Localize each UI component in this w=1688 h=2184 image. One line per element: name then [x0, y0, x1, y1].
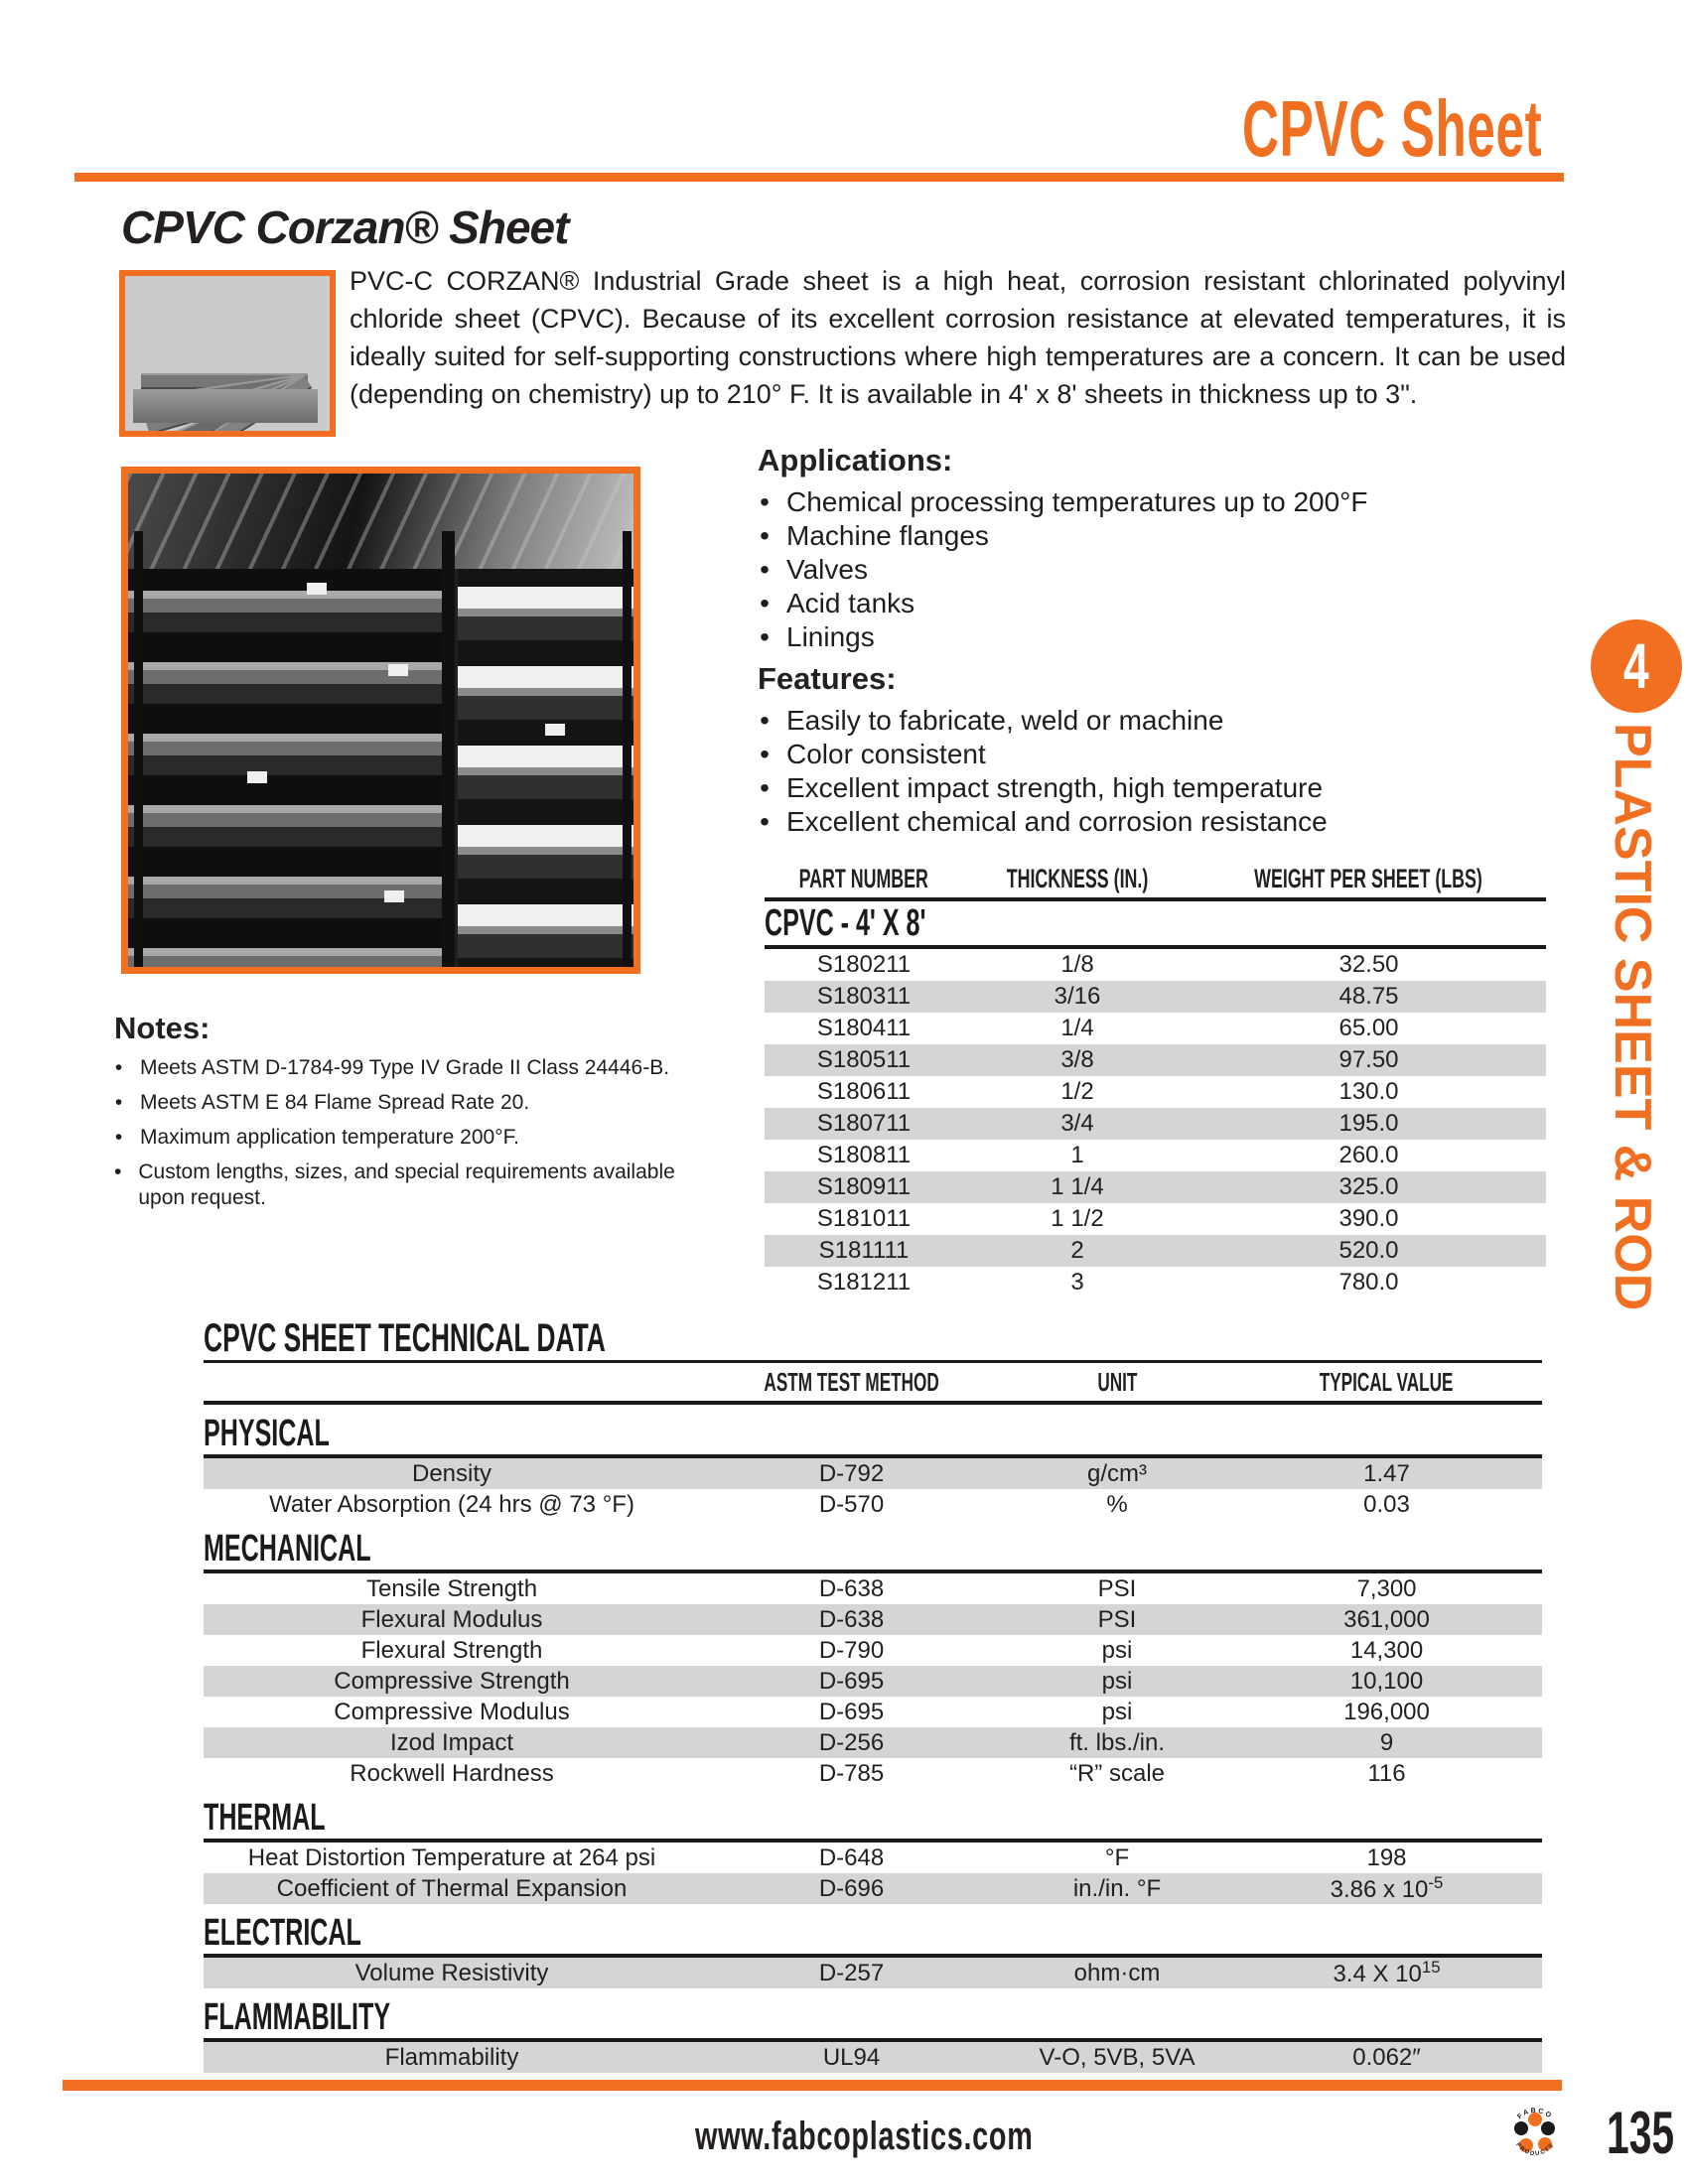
bullet-item	[758, 620, 1532, 654]
fabco-logo-svg	[1505, 2104, 1565, 2163]
tech-section-title: PHYSICAL	[204, 1412, 330, 1454]
typical-value-cell: 3.4 X $10^{15}$	[1333, 1958, 1441, 1987]
tech-section-title: THERMAL	[204, 1796, 326, 1839]
tech-table-row	[204, 1604, 1542, 1635]
page-number: 135	[1607, 2100, 1675, 2166]
part-number-cell: S180911	[816, 1173, 912, 1200]
typical-value-cell: 198	[1366, 1843, 1407, 1871]
column-header-astm: ASTM TEST METHOD	[764, 1366, 939, 1397]
unit-cell: psi	[1101, 1636, 1133, 1664]
thickness-cell: 1/2	[1060, 1078, 1094, 1105]
bullet-icon: •	[760, 739, 770, 769]
parts-table-row	[765, 1076, 1546, 1108]
svg-text:PRODUCTS	[1514, 2142, 1556, 2157]
astm-method-cell: D-785	[818, 1759, 885, 1787]
tech-table-row	[204, 1758, 1542, 1789]
bullet-icon: •	[114, 1056, 123, 1079]
parts-table-row	[765, 981, 1546, 1013]
bullet-text: Easily to fabricate, weld or machine	[786, 705, 1224, 736]
property-cell: Izod Impact	[389, 1728, 514, 1756]
astm-method-cell: D-570	[818, 1490, 885, 1518]
tech-table-row	[204, 1958, 1542, 1988]
column-header-typical-value: TYPICAL VALUE	[1320, 1366, 1454, 1397]
bullet-text: Linings	[786, 621, 875, 652]
typical-value-cell: 7,300	[1356, 1574, 1417, 1602]
thickness-cell: 1/8	[1060, 951, 1094, 978]
shelf-rack-graphic	[128, 561, 444, 967]
typical-value-cell: 361,000	[1343, 1605, 1430, 1633]
notes-list	[114, 1055, 675, 1211]
unit-cell: in./in. °F	[1072, 1874, 1162, 1902]
thickness-cell: 1	[1070, 1142, 1084, 1168]
weight-cell: 520.0	[1338, 1237, 1399, 1264]
bullet-text: Meets ASTM D-1784-99 Type IV Grade II Class 24446-B.	[140, 1056, 670, 1079]
astm-method-cell: D-257	[818, 1959, 885, 1986]
bullet-text: Excellent chemical and corrosion resistance	[786, 806, 1328, 837]
part-number-cell: S181111	[818, 1237, 910, 1264]
parts-table-row	[765, 1013, 1546, 1044]
astm-method-cell: D-695	[818, 1667, 885, 1695]
property-cell: Rockwell Hardness	[350, 1759, 554, 1787]
tech-table-row	[204, 1843, 1542, 1873]
weight-cell: 65.00	[1338, 1015, 1399, 1041]
tech-table-row	[204, 2042, 1542, 2073]
property-cell: Flexural Strength	[360, 1636, 543, 1664]
bullet-item	[114, 1055, 675, 1081]
thickness-cell: 3/16	[1054, 983, 1101, 1010]
tech-table-row	[204, 1573, 1542, 1604]
tech-section-title: MECHANICAL	[204, 1527, 371, 1570]
property-cell: Flexural Modulus	[360, 1605, 543, 1633]
bullet-text: Custom lengths, sizes, and special requirements available upon request.	[138, 1160, 675, 1209]
property-cell: Density	[411, 1459, 492, 1487]
weight-cell: 780.0	[1338, 1269, 1399, 1296]
tech-table-row	[204, 1873, 1542, 1904]
bullet-text: Chemical processing temperatures up to 200°F	[786, 486, 1368, 517]
shelf-rack-graphic	[458, 561, 633, 967]
unit-cell: g/cm³	[1087, 1459, 1147, 1487]
astm-method-cell: D-638	[818, 1574, 885, 1602]
unit-cell: “R” scale	[1068, 1759, 1165, 1787]
property-cell: Water Absorption (24 hrs @ 73 °F)	[269, 1490, 634, 1518]
parts-table-row	[765, 1171, 1546, 1203]
typical-value-cell: 0.062″	[1352, 2043, 1421, 2071]
tech-table-row	[204, 1697, 1542, 1727]
roof-trusses-graphic	[128, 474, 633, 569]
column-header-weight: WEIGHT PER SHEET (LBS)	[1254, 863, 1483, 893]
bullet-icon: •	[760, 486, 770, 517]
bullet-icon: •	[114, 1126, 123, 1149]
features-heading: Features:	[758, 661, 897, 696]
weight-cell: 130.0	[1338, 1078, 1399, 1105]
tech-table-row	[204, 1666, 1542, 1697]
bullet-text: Excellent impact strength, high temperature	[786, 772, 1324, 803]
bullet-icon: •	[760, 588, 770, 618]
bullet-icon: •	[114, 1160, 122, 1183]
tech-section-header	[204, 1912, 1542, 1954]
unit-cell: °F	[1104, 1843, 1130, 1871]
typical-value-cell: 14,300	[1349, 1636, 1424, 1664]
column-header-unit: UNIT	[1096, 1366, 1138, 1397]
part-number-cell: S180511	[816, 1046, 912, 1073]
tech-table-row	[204, 1635, 1542, 1666]
technical-table-title: CPVC SHEET TECHNICAL DATA	[204, 1315, 606, 1360]
tech-section-title: FLAMMABILITY	[204, 1995, 391, 2038]
weight-cell: 195.0	[1338, 1110, 1399, 1137]
header-rule	[74, 173, 1564, 182]
typical-value-cell: 1.47	[1363, 1459, 1410, 1487]
footer-rule	[63, 2080, 1562, 2091]
unit-cell: psi	[1101, 1698, 1133, 1725]
typical-value-cell: 9	[1379, 1728, 1394, 1756]
rack-post-graphic	[134, 531, 143, 967]
astm-method-cell: D-256	[818, 1728, 885, 1756]
bullet-text: Acid tanks	[786, 588, 915, 618]
bullet-item	[758, 704, 1532, 738]
rack-post-graphic	[623, 531, 632, 967]
page-title-text: CPVC Sheet	[1241, 84, 1542, 173]
tech-table-row	[204, 1489, 1542, 1520]
applications-section	[758, 443, 1532, 654]
website-link[interactable]: www.fabcoplastics.com	[695, 2115, 1034, 2158]
tech-section-header	[204, 1797, 1542, 1839]
part-number-cell: S180411	[816, 1015, 912, 1041]
parts-table-row	[765, 1267, 1546, 1298]
tech-table-sections	[204, 1413, 1542, 2073]
typical-value-cell: 0.03	[1363, 1490, 1410, 1518]
bullet-item	[758, 519, 1532, 553]
shelf-label-graphic	[545, 724, 565, 736]
bullet-item	[758, 553, 1532, 587]
thickness-cell: 2	[1070, 1237, 1084, 1264]
notes-section	[114, 1011, 675, 1211]
property-cell: Tensile Strength	[365, 1574, 538, 1602]
unit-cell: V-O, 5VB, 5VA	[1039, 2043, 1196, 2071]
tech-section-header	[204, 1413, 1542, 1454]
shelf-label-graphic	[247, 771, 267, 783]
astm-method-cell: UL94	[822, 2043, 881, 2071]
parts-table-row	[765, 949, 1546, 981]
parts-table-header	[765, 860, 1546, 897]
property-cell: Compressive Modulus	[334, 1698, 570, 1725]
unit-cell: psi	[1101, 1667, 1133, 1695]
bullet-text: Maximum application temperature 200°F.	[140, 1126, 519, 1149]
unit-cell: ft. lbs./in.	[1068, 1728, 1166, 1756]
parts-table-row	[765, 1235, 1546, 1267]
logo-top-text: FABCO	[1516, 2107, 1554, 2121]
bullet-item	[114, 1125, 675, 1151]
unit-cell: PSI	[1097, 1605, 1137, 1633]
bullet-icon: •	[760, 520, 770, 551]
thickness-cell: 3	[1070, 1269, 1084, 1296]
astm-method-cell: D-790	[818, 1636, 885, 1664]
bullet-item	[114, 1090, 675, 1116]
property-cell: Heat Distortion Temperature at 264 psi	[247, 1843, 656, 1871]
rack-post-graphic	[442, 531, 455, 967]
logo-bottom-text: PRODUCTS	[1514, 2141, 1556, 2158]
tech-section-title: ELECTRICAL	[204, 1911, 361, 1954]
bullet-item	[758, 485, 1532, 519]
product-heading: CPVC Corzan® Sheet	[121, 202, 569, 253]
astm-method-cell: D-792	[818, 1459, 885, 1487]
bullet-item	[758, 738, 1532, 771]
parts-table-row	[765, 1203, 1546, 1235]
thickness-cell: 3/4	[1060, 1110, 1094, 1137]
tech-table-row	[204, 1727, 1542, 1758]
bullet-item	[114, 1160, 675, 1211]
shelf-label-graphic	[388, 664, 408, 676]
column-header-thickness: THICKNESS (IN.)	[1006, 863, 1149, 893]
typical-value-cell: 10,100	[1349, 1667, 1424, 1695]
unit-cell: PSI	[1097, 1574, 1137, 1602]
technical-table-header	[204, 1363, 1542, 1401]
section-number: 4	[1623, 630, 1649, 702]
bullet-text: Color consistent	[786, 739, 986, 769]
weight-cell: 325.0	[1338, 1173, 1399, 1200]
property-cell: Coefficient of Thermal Expansion	[276, 1874, 628, 1902]
tech-section-header	[204, 1996, 1542, 2038]
property-cell: Flammability	[384, 2043, 519, 2071]
bullet-icon: •	[114, 1091, 123, 1114]
bullet-item	[758, 805, 1532, 839]
astm-method-cell: D-638	[818, 1605, 885, 1633]
property-cell: Compressive Strength	[334, 1667, 570, 1695]
part-number-cell: S180611	[816, 1078, 912, 1105]
typical-value-cell: 3.86 x $10^{-5}$	[1330, 1873, 1444, 1903]
bullet-icon: •	[760, 772, 770, 803]
thickness-cell: 3/8	[1060, 1046, 1094, 1073]
astm-method-cell: D-695	[818, 1698, 885, 1725]
section-number-badge	[1591, 619, 1682, 713]
weight-cell: 32.50	[1338, 951, 1399, 978]
part-number-cell: S180711	[816, 1110, 912, 1137]
typical-value-cell: 196,000	[1343, 1698, 1430, 1725]
unit-cell: ohm·cm	[1073, 1959, 1161, 1986]
fabco-logo-icon	[1505, 2104, 1565, 2168]
weight-cell: 260.0	[1338, 1142, 1399, 1168]
page-title	[1073, 83, 1542, 175]
bullet-item	[758, 587, 1532, 620]
bullet-item	[758, 771, 1532, 805]
shelf-label-graphic	[384, 890, 404, 902]
bullet-text: Machine flanges	[786, 520, 989, 551]
bullet-icon: •	[760, 621, 770, 652]
weight-cell: 97.50	[1338, 1046, 1399, 1073]
tech-section-header	[204, 1528, 1542, 1570]
product-description: PVC-C CORZAN® Industrial Grade sheet is a high heat, corrosion resistant chlorinated polyvinyl chloride sheet (CPVC). Because of its excellent corrosion resistance at elevated temperatures, it is ideally suited for self-supporting constructions where high temperatures are a concern. It can be used (depending on chemistry) up to 210° F. It is available in 4' x 8' sheets in thickness up to 3".	[350, 266, 1566, 409]
parts-table-row	[765, 1140, 1546, 1171]
divider	[204, 1401, 1542, 1405]
product-thumbnail-image	[119, 270, 336, 437]
features-list	[758, 704, 1532, 839]
sheet-stack-graphic	[133, 389, 318, 423]
shelf-label-graphic	[307, 583, 327, 595]
part-number-cell: S181211	[816, 1269, 912, 1296]
astm-method-cell: D-696	[818, 1874, 885, 1902]
weight-cell: 390.0	[1338, 1205, 1399, 1232]
part-number-cell: S180211	[816, 951, 912, 978]
thickness-cell: 1 1/2	[1051, 1205, 1104, 1232]
features-section	[758, 661, 1532, 839]
section-label-vertical: PLASTIC SHEET & ROD	[1604, 723, 1661, 1311]
bullet-icon: •	[760, 554, 770, 585]
parts-section-header: CPVC - 4' X 8'	[765, 901, 926, 944]
property-cell: Volume Resistivity	[354, 1959, 549, 1986]
parts-table-row	[765, 1108, 1546, 1140]
part-number-cell: S180311	[816, 983, 912, 1010]
thickness-cell: 1 1/4	[1051, 1173, 1104, 1200]
tech-table-row	[204, 1458, 1542, 1489]
bullet-icon: •	[760, 705, 770, 736]
technical-data-table	[204, 1316, 1542, 2073]
part-number-cell: S181011	[816, 1205, 912, 1232]
unit-cell: %	[1106, 1490, 1128, 1518]
thickness-cell: 1/4	[1060, 1015, 1094, 1041]
column-header-part-number: PART NUMBER	[798, 863, 929, 893]
bullet-icon: •	[760, 806, 770, 837]
part-number-cell: S180811	[816, 1142, 912, 1168]
warehouse-photo	[121, 467, 640, 974]
parts-table	[765, 860, 1546, 1298]
parts-table-body	[765, 949, 1546, 1298]
typical-value-cell: 116	[1367, 1759, 1406, 1787]
notes-heading: Notes:	[114, 1011, 211, 1045]
applications-heading: Applications:	[758, 443, 953, 478]
astm-method-cell: D-648	[818, 1843, 885, 1871]
bullet-text: Meets ASTM E 84 Flame Spread Rate 20.	[140, 1091, 530, 1114]
parts-table-row	[765, 1044, 1546, 1076]
weight-cell: 48.75	[1338, 983, 1399, 1010]
applications-list	[758, 485, 1532, 654]
bullet-text: Valves	[786, 554, 868, 585]
